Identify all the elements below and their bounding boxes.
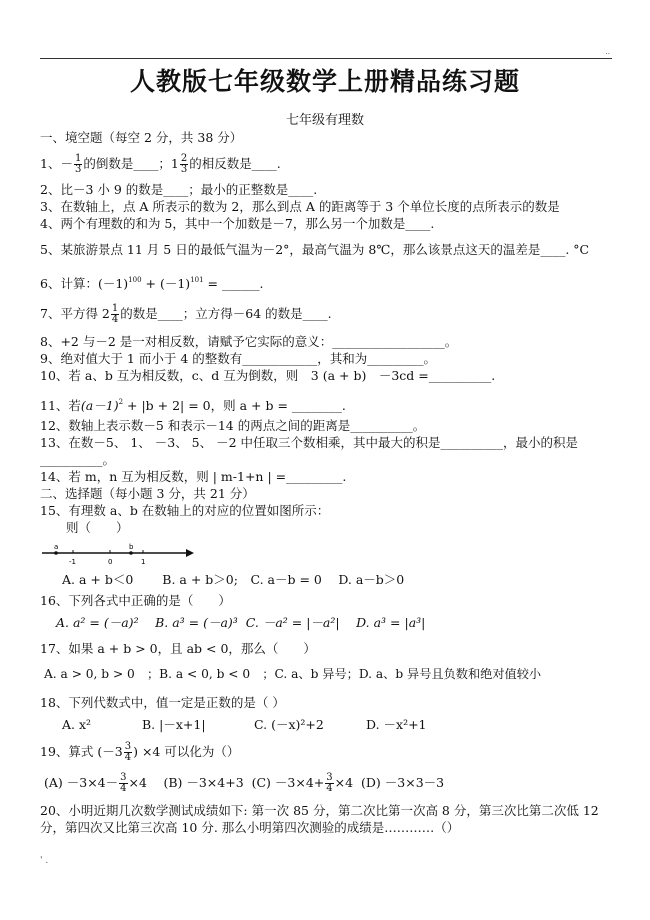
question-11	[40, 394, 612, 414]
question-1	[40, 150, 612, 178]
question-13: 13、在数－5、 1、 －3、 5、 －2 中任取三个数相乘，其中最大的积是__________，最小的积是	[40, 435, 579, 450]
question-13-cont: __________。	[40, 452, 116, 467]
point-a-label: a	[54, 543, 59, 551]
q19-option-d: (D) －3×3－3	[361, 775, 445, 790]
q19-text-pre: 19、算式 (－3	[40, 744, 123, 759]
q7-fraction: $\frac{1}{4}$	[111, 303, 119, 325]
q6-text-end: = ______.	[203, 276, 264, 291]
question-10: 10、若 a、b 互为相反数，c、d 互为倒数，则 3 (a + b) －3cd =__________.	[40, 368, 496, 383]
q1-text-mid: 的倒数是____；	[83, 156, 171, 171]
q1-neg-sign: －	[60, 156, 73, 171]
section-2-heading: 二、选择题（每小题 3 分，共 21 分）	[40, 486, 255, 501]
question-12: 12、数轴上表示数－5 和表示－14 的两点之间的距离是__________。	[40, 418, 426, 433]
q6-text-pre: 6、计算：(－1)	[40, 276, 129, 291]
question-9: 9、绝对值大于 1 而小于 4 的整数有____________，其和为_________。	[40, 351, 437, 366]
question-18-options	[62, 717, 612, 733]
question-8: 8、+2 与－2 是一对相反数，请赋予它实际的意义：__________________。	[40, 334, 458, 349]
tick-label-1: 1	[141, 558, 146, 566]
question-16-options	[56, 615, 612, 631]
question-16: 16、下列各式中正确的是（ ）	[40, 593, 231, 608]
corner-mark-bottom: ' .	[40, 856, 49, 866]
number-line-figure	[40, 542, 200, 570]
q11-expr: (a－1)	[80, 398, 119, 413]
q11-exp: 2	[118, 398, 124, 406]
question-2: 2、比－3 小 9 的数是____；最小的正整数是____.	[40, 182, 318, 197]
question-4: 4、两个有理数的和为 5，其中一个加数是－7，那么另一个加数是____.	[40, 216, 435, 231]
question-15-cont: 则（ ）	[66, 520, 129, 535]
header-rule	[40, 58, 612, 59]
q1-fraction-1: $\frac{1}{3}$	[74, 153, 82, 175]
q19-text-end: ) ×4 可以化为（）	[133, 744, 240, 759]
q11-text-pre: 11、若	[40, 398, 81, 413]
q19-option-a: (A) －3×4－ $\frac{3}{4}$ ×4	[44, 772, 147, 794]
question-20-cont: 分，第四次又比第三次高 10 分. 那么小明第四次测验的成绩是…………（）	[40, 820, 460, 835]
question-15: 15、有理数 a、b 在数轴上的对应的位置如图所示：	[40, 503, 330, 518]
point-b-label: b	[129, 543, 134, 551]
question-17: 17、如果 a + b > 0，且 ab < 0，那么（ ）	[40, 641, 316, 656]
q18-option-b: B. |－x+1|	[142, 717, 206, 732]
question-18: 18、下列代数式中，值一定是正数的是（ ）	[40, 695, 285, 710]
section-1-heading: 一、境空题（每空 2 分，共 38 分）	[40, 130, 243, 145]
tick-label-0: 0	[108, 558, 113, 566]
q7-text-pre: 7、平方得 2	[40, 306, 110, 321]
question-19-options	[44, 769, 612, 797]
q19-option-c: (C) －3×4+ $\frac{3}{4}$ ×4	[251, 772, 354, 794]
q11-text-end: + |b + 2| = 0，则 a + b = ________.	[123, 398, 346, 413]
number-line-arrow-icon	[186, 549, 194, 557]
q6-exp-2: 101	[190, 276, 204, 284]
question-19	[40, 738, 612, 766]
tick-label-neg1: -1	[69, 558, 76, 566]
q1-number: 1、	[40, 156, 61, 171]
page-title: 人教版七年级数学上册精品练习题	[129, 67, 520, 96]
q7-text-end: 的数是____；立方得－64 的数是____.	[120, 306, 332, 321]
question-14: 14、若 m，n 互为相反数，则 | m-1+n | =_________.	[40, 469, 347, 484]
q19-fraction: $\frac{3}{4}$	[124, 741, 132, 763]
q6-exp-1: 100	[128, 276, 142, 284]
corner-mark-top: ..	[605, 48, 610, 56]
q19-option-b: (B) －3×4+3	[163, 775, 244, 790]
q16-option-a: A. a² = (－a)²	[56, 615, 139, 630]
point-a-dot	[54, 551, 58, 555]
question-7	[40, 300, 612, 328]
point-b-dot	[129, 551, 133, 555]
page-subtitle: 七年级有理数	[285, 113, 364, 128]
q16-option-d: D. a³ = |a³|	[356, 615, 426, 630]
q16-option-b: B. a³ = (－a)³	[155, 615, 238, 630]
q18-option-c: C. (－x)²+2	[254, 717, 324, 732]
q16-option-c: C. －a² = |－a²|	[245, 615, 340, 630]
question-6	[40, 272, 612, 292]
question-20: 20、小明近期几次数学测试成绩如下: 第一次 85 分，第二次比第一次高 8 分，第三次比第二次低 12	[40, 803, 599, 818]
q6-text-mid: + (－1)	[141, 276, 191, 291]
question-3: 3、在数轴上，点 A 所表示的数为 2，那么到点 A 的距离等于 3 个单位长度的点所表示的数是	[40, 199, 560, 214]
question-17-options: A. a > 0, b > 0 ；B. a < 0, b < 0 ；C. a、b 异号；D. a、b 异号且负数和绝对值较小	[44, 667, 542, 681]
q18-option-d: D. －x²+1	[366, 717, 427, 732]
q18-option-a: A. x²	[62, 717, 92, 732]
question-5: 5、某旅游景点 11 月 5 日的最低气温为－2°，最高气温为 8℃，那么该景点这天的温差是____. °C	[40, 242, 590, 257]
q1-fraction-2: $\frac{2}{3}$	[180, 153, 188, 175]
q1-whole: 1	[170, 156, 179, 171]
q1-text-end: 的相反数是____.	[189, 156, 281, 171]
question-15-options: A. a + b＜0 B. a + b＞0; C. a－b = 0 D. a－b＞0	[62, 572, 405, 587]
